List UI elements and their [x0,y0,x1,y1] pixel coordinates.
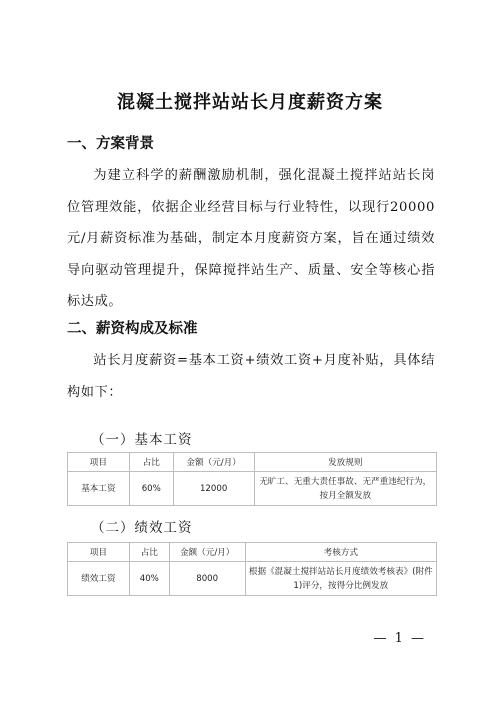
section-heading-salary-structure: 二、薪资构成及标准 [67,321,198,337]
salary-structure-paragraph: 站长月度薪资=基本工资+绩效工资+月度补贴，具体结构如下： [67,353,435,400]
table-cell-ratio: 60% [129,472,173,506]
table-cell-rule: 无旷工、无重大责任事故、无严重违纪行为，按月全额发放 [254,472,436,506]
table-header-cell: 占比 [129,453,173,472]
subheading-performance-salary: （二）绩效工资 [91,520,193,536]
table-header-row [68,453,437,472]
table-cell-method: 根据《混凝土搅拌站站长月度绩效考核表》(附件1)评分，按得分比例发放 [245,562,436,596]
table-row [68,562,437,596]
table-cell-amount: 8000 [169,562,245,596]
table-header-cell: 考核方式 [245,543,436,562]
table-cell-amount: 12000 [173,472,254,506]
section-heading-background: 一、方案背景 [67,136,154,152]
document-title: 混凝土搅拌站站长月度薪资方案 [117,92,383,113]
subheading-base-salary: （一）基本工资 [91,432,193,448]
table-header-cell: 金额（元/月） [169,543,245,562]
page-number: — 1 — [373,631,426,646]
performance-salary-table [67,542,437,596]
table-header-cell: 项目 [68,453,130,472]
table-header-cell: 项目 [68,543,130,562]
background-paragraph: 为建立科学的薪酬激励机制，强化混凝土搅拌站站长岗位管理效能，依据企业经营目标与行业特性，以现行20000元/月薪资标准为基础，制定本月度薪资方案，旨在通过绩效导向驱动管理提升，保障搅拌站生产、质量、安全等核心指标达成。 [67,168,435,309]
table-header-cell: 金额（元/月） [173,453,254,472]
table-cell-ratio: 40% [129,562,169,596]
table-header-cell: 占比 [129,543,169,562]
table-cell-item: 绩效工资 [68,562,130,596]
table-header-cell: 发放规则 [254,453,436,472]
table-row [68,472,437,506]
table-cell-item: 基本工资 [68,472,130,506]
base-salary-table [67,452,437,506]
table-header-row [68,543,437,562]
